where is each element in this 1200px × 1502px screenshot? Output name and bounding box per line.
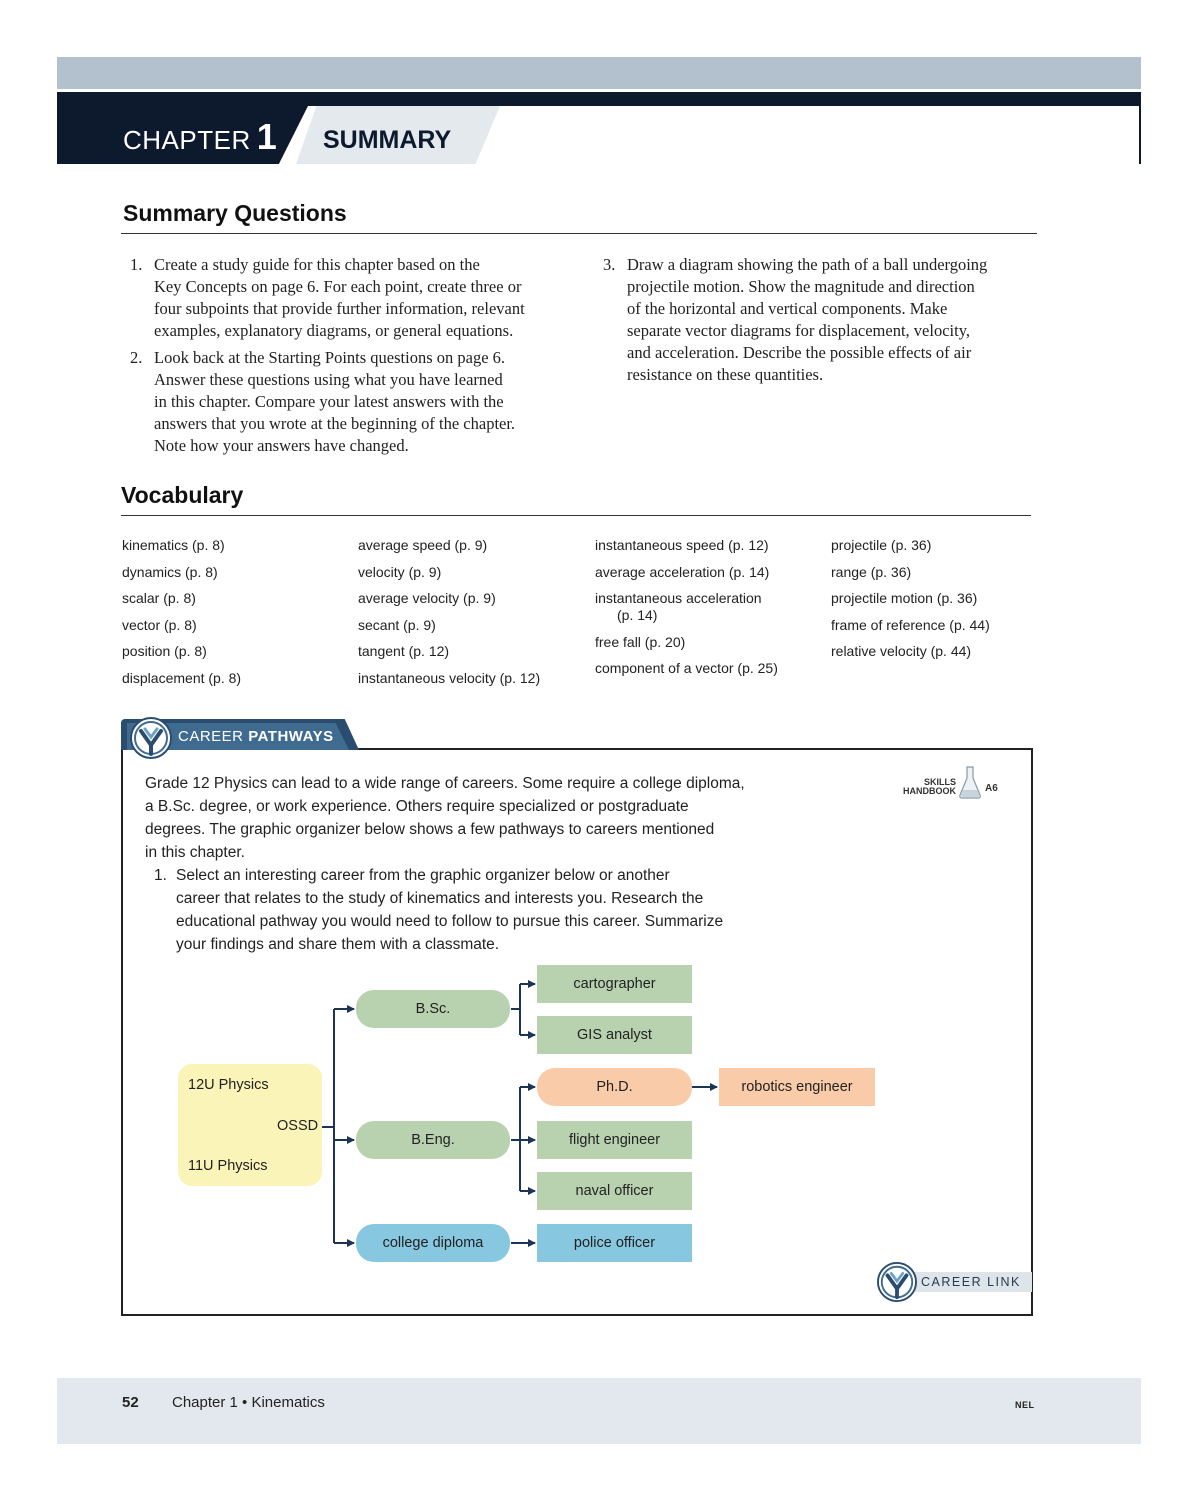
vocab-term: velocity (p. 9) [358, 563, 442, 580]
vocab-term: projectile (p. 36) [831, 537, 932, 553]
summary-question-2: 2. Look back at the Starting Points questions on page 6. Answer these questions using what you have learned in this chapter. Compare your latest answers with the answers that you wrote at the beginning of the chapter. Note how your answers have changed. [130, 348, 516, 455]
node-cartographer: cartographer [537, 965, 692, 1003]
node-police-officer: police officer [537, 1224, 692, 1262]
career-intro: Grade 12 Physics can lead to a wide range of careers. Some require a college diploma, a B.Sc. degree, or work experience. Others require specialized or postgraduate degrees. The graphic organizer below shows a few pathways to careers mentioned in this chapter. [145, 775, 745, 861]
node-college-diploma: college diploma [356, 1224, 510, 1262]
vocab-term: instantaneous acceleration [595, 590, 762, 606]
skills-handbook-label: SKILLS HANDBOOK [903, 777, 956, 796]
node-bsc: B.Sc. [356, 990, 510, 1028]
vocab-term: free fall (p. 20) [595, 633, 686, 650]
vocab-term: frame of reference (p. 44) [831, 616, 990, 633]
vocab-term: range (p. 36) [831, 563, 912, 580]
vocab-term: tangent (p. 12) [358, 643, 450, 659]
node-11u-physics: 11U Physics [188, 1158, 268, 1174]
footer-nel: NEL [1015, 1400, 1035, 1410]
node-phd: Ph.D. [537, 1068, 692, 1106]
career-question-1: 1. Select an interesting career from the graphic organizer below or another career that relates to the study of kinematics and interests you. Research the educational pathway you would need to follow to pursue this career. Summarize your findings and share them with a classmate. [154, 867, 724, 953]
vocab-term: instantaneous speed (p. 12) [595, 537, 769, 553]
vocab-term: projectile motion (p. 36) [831, 590, 978, 606]
vocab-term: secant (p. 9) [358, 616, 436, 633]
vocab-term: average velocity (p. 9) [358, 590, 496, 606]
vocab-term-continued: (p. 14) [617, 607, 658, 623]
node-naval-officer: naval officer [537, 1172, 692, 1210]
career-pathways-label: CAREER PATHWAYS [178, 728, 334, 745]
vocab-term: average speed (p. 9) [358, 537, 488, 553]
footer-chapter-title: Chapter 1 • Kinematics [172, 1394, 325, 1411]
vocabulary-title: Vocabulary [121, 482, 244, 508]
node-beng: B.Eng. [356, 1121, 510, 1159]
summary-questions-title: Summary Questions [123, 200, 347, 226]
vocab-term: position (p. 8) [122, 643, 207, 659]
vocab-term: instantaneous velocity (p. 12) [358, 669, 541, 686]
vocab-term: dynamics (p. 8) [122, 563, 218, 580]
summary-question-1: 1. Create a study guide for this chapter based on the Key Concepts on page 6. For each point, create three or four subpoints that provide further information, relevant examples, explanatory diagrams, or general equations. [130, 255, 525, 340]
node-ossd: OSSD [277, 1118, 319, 1134]
footer-band [57, 1378, 1141, 1444]
vocab-term: relative velocity (p. 44) [831, 643, 972, 659]
node-gis-analyst: GIS analyst [537, 1016, 692, 1054]
chapter-word: CHAPTER [123, 125, 251, 155]
vocab-term: vector (p. 8) [122, 616, 197, 633]
node-robotics-engineer: robotics engineer [719, 1068, 875, 1106]
node-flight-engineer: flight engineer [537, 1121, 692, 1159]
vocab-term: average acceleration (p. 14) [595, 563, 770, 580]
vocab-term: displacement (p. 8) [122, 669, 242, 686]
summary-heading: SUMMARY [323, 126, 452, 154]
career-link-logo-icon[interactable] [877, 1262, 917, 1302]
summary-question-3: 3. Draw a diagram showing the path of a ball undergoing projectile motion. Show the magnitude and direction of the horizontal and vertical components. Make separate vector diagrams for displacement, velocity, and acceleration. Describe the possible effects of air resistance on these quantities. [603, 255, 988, 384]
node-12u-physics: 12U Physics [188, 1077, 269, 1093]
page-number: 52 [122, 1394, 139, 1411]
career-link-label[interactable]: CAREER LINK [921, 1275, 1021, 1289]
vocab-term: kinematics (p. 8) [122, 537, 225, 553]
skills-handbook-ref: A6 [985, 783, 998, 794]
vocab-term: scalar (p. 8) [122, 590, 196, 606]
chapter-number: 1 [256, 116, 278, 157]
vocab-term: component of a vector (p. 25) [595, 660, 778, 676]
